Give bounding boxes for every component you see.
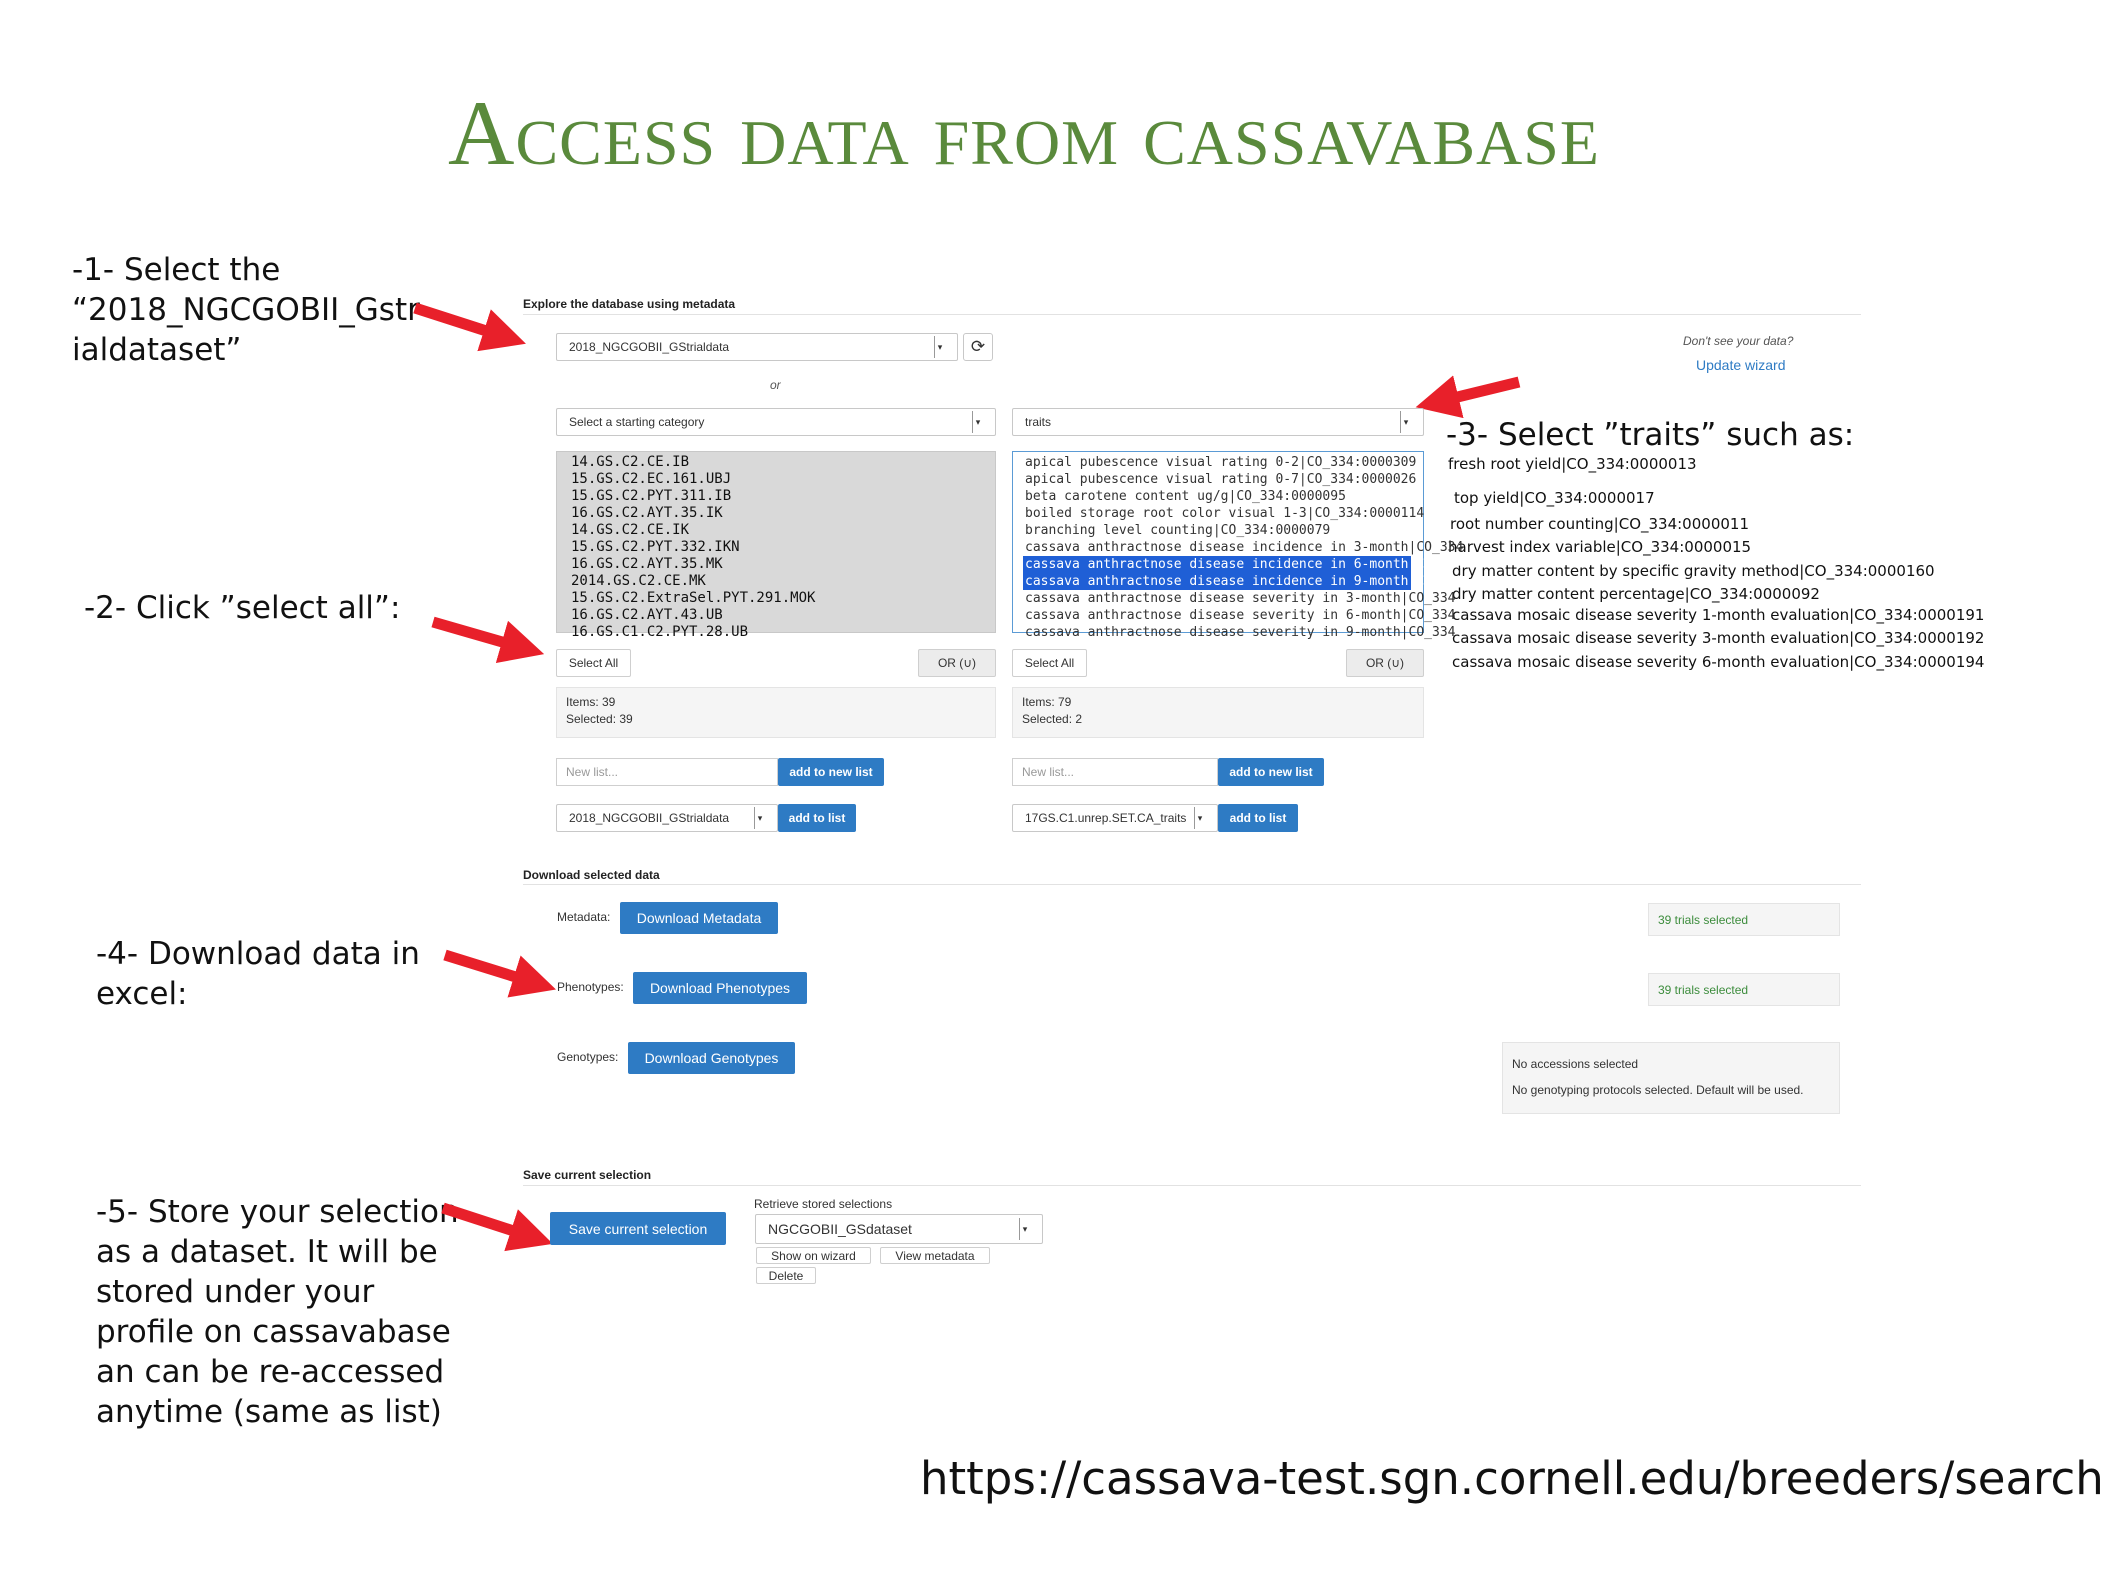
list-item[interactable]: 15.GS.C2.PYT.311.IB [571, 488, 732, 504]
add-to-list-button[interactable]: add to list [778, 804, 856, 832]
step1-line: ialdataset” [72, 332, 242, 368]
list-item[interactable]: 15.GS.C2.PYT.332.IKN [571, 539, 740, 555]
list-select[interactable] [1012, 804, 1218, 832]
section-divider [523, 1185, 1861, 1186]
chevron-down-icon: ▾ [754, 807, 765, 829]
list-item[interactable]: cassava anthractnose disease severity in 6-month|CO_334 [1025, 608, 1456, 623]
trait-example: fresh root yield|CO_334:0000013 [1448, 455, 1697, 473]
page-title: Access data from cassavabase [448, 82, 1600, 184]
trait-example: dry matter content percentage|CO_334:0000092 [1452, 585, 1820, 603]
list-item[interactable]: 16.GS.C1.C2.PYT.28.UB [571, 624, 749, 640]
step4-line: -4- Download data in [96, 936, 420, 972]
metadata-label: Metadata: [557, 910, 611, 924]
step2-note: -2- Click ”select all”: [84, 590, 401, 626]
list-item[interactable]: boiled storage root color visual 1-3|CO_334:0000114 [1025, 506, 1425, 521]
list-select-value: 17GS.C1.unrep.SET.CA_traits [1025, 811, 1187, 825]
list-select[interactable] [556, 804, 778, 832]
step5-line: profile on cassavabase [96, 1314, 451, 1350]
update-wizard-link[interactable]: Update wizard [1696, 357, 1786, 373]
list-item[interactable]: apical pubescence visual rating 0-2|CO_334:0000309 [1025, 455, 1417, 470]
dataset-select[interactable] [556, 333, 958, 361]
download-heading: Download selected data [523, 868, 660, 882]
new-list-input[interactable]: New list... [1012, 758, 1218, 786]
trait-example: top yield|CO_334:0000017 [1454, 489, 1655, 507]
list-item[interactable]: 16.GS.C2.AYT.43.UB [571, 607, 723, 623]
trait-example: root number counting|CO_334:0000011 [1450, 515, 1749, 533]
list-item[interactable]: 15.GS.C2.EC.161.UBJ [571, 471, 732, 487]
status-line: No accessions selected [1512, 1057, 1639, 1071]
retrieve-label: Retrieve stored selections [754, 1197, 893, 1211]
genotypes-label: Genotypes: [557, 1050, 619, 1064]
select-all-button[interactable]: Select All [556, 649, 631, 677]
section-divider [523, 884, 1861, 885]
selected-count: Selected: 39 [566, 712, 633, 726]
list-item-selected[interactable]: cassava anthractnose disease incidence in 9-month|CO_334 [1025, 574, 1464, 589]
selected-count: Selected: 2 [1022, 712, 1083, 726]
chevron-down-icon: ▾ [1400, 411, 1411, 433]
list-item[interactable]: 14.GS.C2.CE.IB [571, 454, 690, 470]
chevron-down-icon: ▾ [1019, 1218, 1030, 1240]
arrow-step4-icon [445, 955, 535, 983]
step5-line: -5- Store your selection [96, 1194, 459, 1230]
dont-see-data-text: Don't see your data? [1683, 334, 1794, 348]
chevron-down-icon: ▾ [934, 336, 945, 358]
trait-example: cassava mosaic disease severity 1-month evaluation|CO_334:0000191 [1452, 606, 1985, 624]
or-union-toggle[interactable]: OR (∪) [1346, 649, 1424, 677]
arrow-step5-icon [443, 1208, 532, 1237]
add-to-new-list-button[interactable]: add to new list [1218, 758, 1324, 786]
download-genotypes-button[interactable]: Download Genotypes [628, 1042, 795, 1074]
list-select-value: 2018_NGCGOBII_GStrialdata [569, 811, 730, 825]
or-label: or [770, 378, 781, 392]
step1-line: -1- Select the [72, 252, 281, 288]
traits-listbox[interactable] [1012, 451, 1464, 640]
list-item[interactable]: 16.GS.C2.AYT.35.MK [571, 556, 723, 572]
step5-line: anytime (same as list) [96, 1394, 442, 1430]
select-all-button[interactable]: Select All [1012, 649, 1087, 677]
list-item[interactable]: apical pubescence visual rating 0-7|CO_334:0000026 [1025, 472, 1417, 487]
list-item-selected[interactable]: cassava anthractnose disease incidence in 6-month|CO_334 [1025, 557, 1464, 572]
list-item[interactable]: 14.GS.C2.CE.IK [571, 522, 690, 538]
status-line: No genotyping protocols selected. Default will be used. [1512, 1083, 1804, 1097]
metadata-status: 39 trials selected [1648, 903, 1840, 936]
traits-select-value: traits [1025, 415, 1052, 429]
download-phenotypes-button[interactable]: Download Phenotypes [633, 972, 807, 1004]
save-current-selection-button[interactable]: Save current selection [550, 1212, 726, 1245]
list-item[interactable]: branching level counting|CO_334:0000079 [1025, 523, 1331, 538]
step4-line: excel: [96, 976, 188, 1012]
save-heading: Save current selection [523, 1168, 652, 1182]
show-on-wizard-button[interactable]: Show on wizard [756, 1247, 871, 1264]
phenotypes-status: 39 trials selected [1648, 973, 1840, 1006]
list-item[interactable]: cassava anthractnose disease incidence in 3-month|CO_334 [1025, 540, 1464, 555]
list-item[interactable]: cassava anthractnose disease severity in 3-month|CO_334 [1025, 591, 1456, 606]
refresh-icon[interactable]: ⟳ [963, 333, 993, 361]
traits-select[interactable] [1012, 408, 1424, 436]
view-metadata-button[interactable]: View metadata [880, 1247, 990, 1264]
step5-line: as a dataset. It will be [96, 1234, 438, 1270]
section-divider [523, 314, 1861, 315]
phenotypes-label: Phenotypes: [557, 980, 624, 994]
new-list-input[interactable]: New list... [556, 758, 778, 786]
left-selection-info [556, 687, 996, 738]
chevron-down-icon: ▾ [972, 411, 983, 433]
items-count: Items: 79 [1022, 695, 1072, 709]
step3-note: -3- Select ”traits” such as: [1446, 417, 1855, 453]
trait-example: cassava mosaic disease severity 3-month evaluation|CO_334:0000192 [1452, 629, 1985, 647]
dataset-select-value: 2018_NGCGOBII_GStrialdata [569, 340, 730, 354]
or-union-toggle[interactable]: OR (∪) [918, 649, 996, 677]
step1-line: “2018_NGCGOBII_Gstr [72, 292, 420, 328]
arrow-step1-icon [415, 308, 505, 337]
add-to-list-button[interactable]: add to list [1218, 804, 1298, 832]
chevron-down-icon: ▾ [1194, 807, 1205, 829]
list-item[interactable]: 2014.GS.C2.CE.MK [571, 573, 706, 589]
right-selection-info [1012, 687, 1424, 738]
download-metadata-button[interactable]: Download Metadata [620, 902, 778, 934]
source-url: https://cassava-test.sgn.cornell.edu/breeders/search [920, 1452, 2104, 1505]
category-select[interactable] [556, 408, 996, 436]
explore-heading: Explore the database using metadata [523, 297, 736, 311]
add-to-new-list-button[interactable]: add to new list [778, 758, 884, 786]
step5-line: stored under your [96, 1274, 375, 1310]
trait-example: cassava mosaic disease severity 6-month evaluation|CO_334:0000194 [1452, 653, 1985, 671]
genotypes-status [1502, 1042, 1840, 1114]
list-item[interactable]: cassava anthractnose disease severity in 9-month|CO_334 [1025, 625, 1456, 640]
trait-example: dry matter content by specific gravity method|CO_334:0000160 [1452, 562, 1935, 580]
step5-line: an can be re-accessed [96, 1354, 445, 1390]
list-item[interactable]: 15.GS.C2.ExtraSel.PYT.291.MOK [571, 590, 816, 606]
delete-button[interactable]: Delete [756, 1267, 816, 1284]
list-item[interactable]: beta carotene content ug/g|CO_334:0000095 [1025, 489, 1346, 504]
category-select-value: Select a starting category [569, 415, 705, 429]
items-count: Items: 39 [566, 695, 616, 709]
stored-selection-value: NGCGOBII_GSdataset [768, 1221, 912, 1237]
list-item[interactable]: 16.GS.C2.AYT.35.IK [571, 505, 723, 521]
stored-selection-select[interactable] [755, 1214, 1043, 1244]
trials-listbox[interactable] [556, 451, 996, 640]
arrow-step2-icon [433, 622, 523, 648]
arrow-step3-icon [1437, 382, 1519, 402]
trait-example: harvest index variable|CO_334:0000015 [1448, 538, 1752, 556]
